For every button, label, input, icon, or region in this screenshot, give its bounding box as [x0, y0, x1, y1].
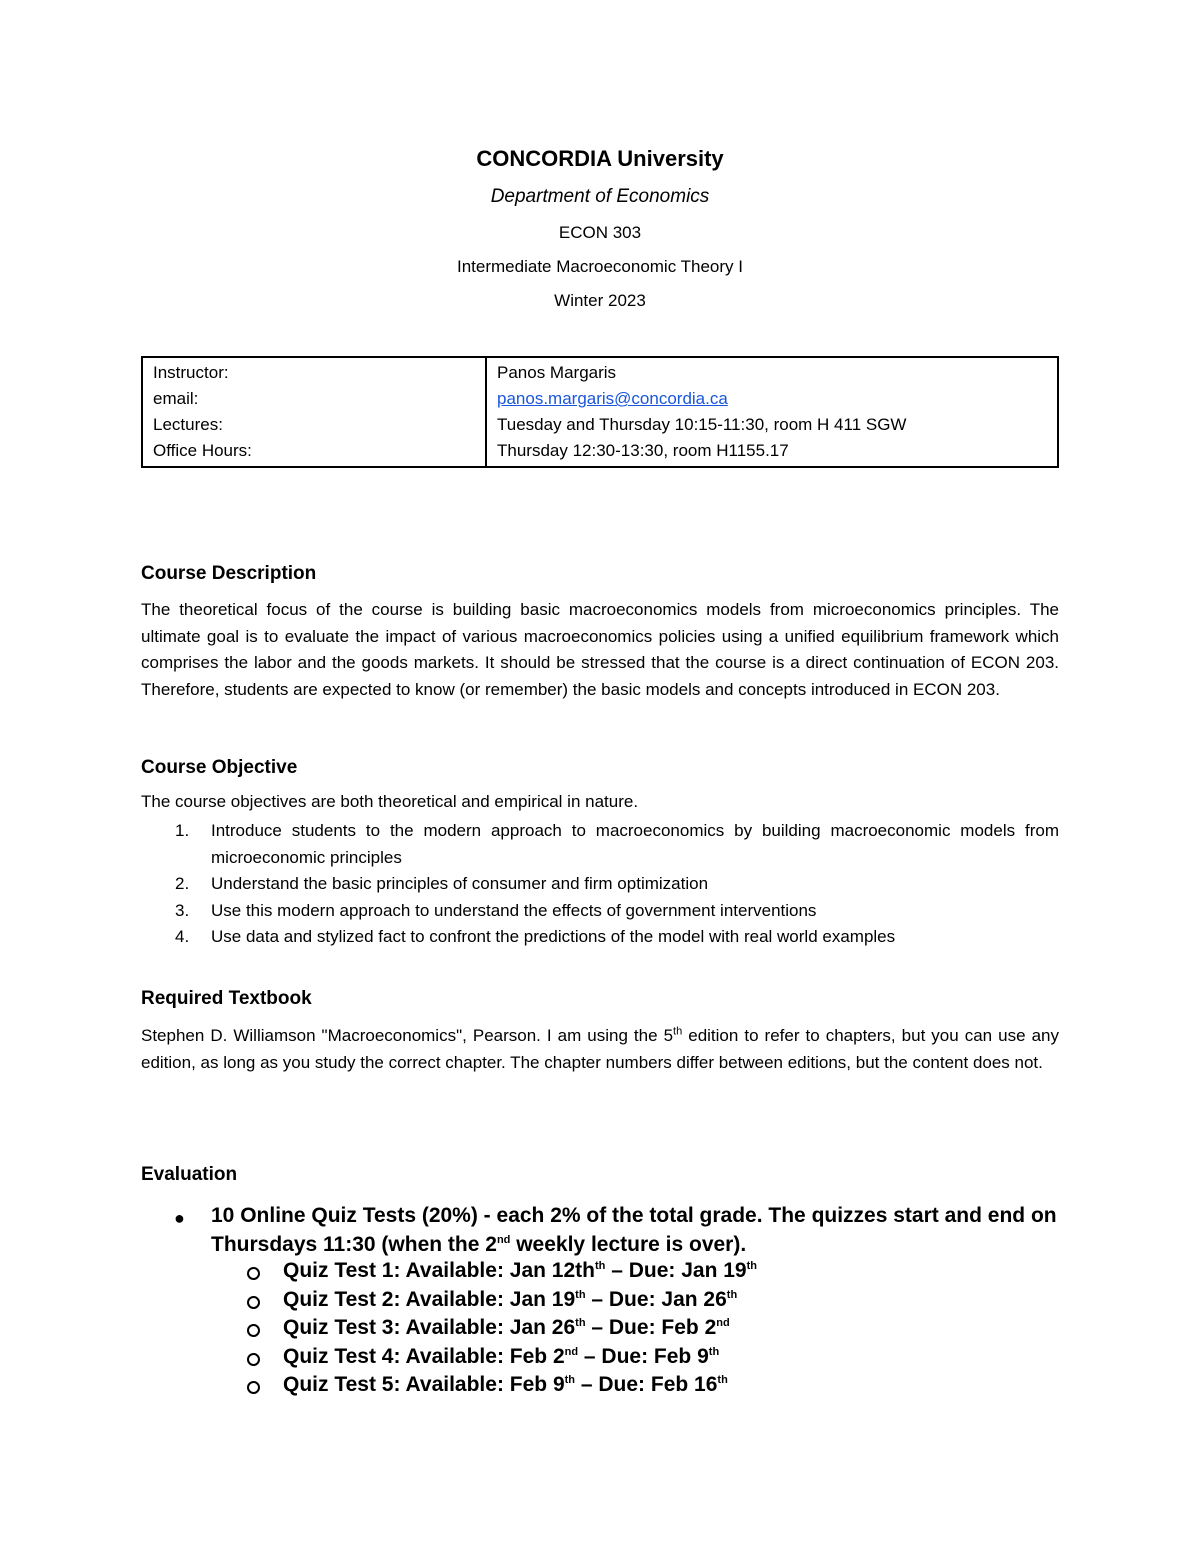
quiz-sup: th [575, 1288, 586, 1301]
item-number: 3. [175, 900, 190, 920]
circle-bullet-icon [247, 1267, 260, 1280]
circle-bullet-icon [247, 1296, 260, 1309]
bullet-icon: ● [174, 1208, 185, 1228]
item-number: 1. [175, 821, 190, 840]
lectures-label-text: Lectures: [153, 415, 223, 434]
quiz-available: Quiz Test 3: Available: Jan 26 [283, 1316, 576, 1339]
item-text: Use data and stylized fact to confront the predictions of the model with real world examples [211, 927, 896, 946]
quiz-due: – Due: Feb 2 [585, 1316, 717, 1339]
course-info-table [141, 356, 1059, 468]
list-item [211, 1257, 757, 1286]
eval-text-part2: weekly lecture is over). [510, 1233, 747, 1256]
list-item [141, 898, 1059, 925]
quiz-available: Quiz Test 5: Available: Feb 9 [283, 1373, 565, 1396]
list-item [211, 1371, 757, 1400]
item-number: 2. [175, 874, 190, 893]
quiz-due: – Due: Jan 26 [585, 1287, 727, 1311]
office-hours-label-text: Office Hours: [153, 441, 252, 460]
list-item [141, 924, 1059, 951]
quiz-due: – Due: Feb 16 [575, 1373, 718, 1396]
quiz-available: Quiz Test 4: Available: Feb 2 [283, 1344, 565, 1368]
course-term: Winter 2023 [554, 291, 646, 310]
item-text: Understand the basic principles of consumer and firm optimization [211, 874, 709, 893]
lectures-value: Tuesday and Thursday 10:15-11:30, room H 411 SGW [497, 415, 907, 434]
evaluation-quiz-summary [211, 1201, 1061, 1259]
instructor-label-text: Instructor: [153, 363, 229, 382]
department-name: Department of Economics [490, 186, 710, 207]
eval-text-part1: 10 Online Quiz Tests (20%) - each 2% of the total grade. The quizzes start and end on Thursdays 11:30 (when the 2 [211, 1204, 1057, 1256]
instructor-label [142, 357, 486, 467]
university-name: CONCORDIA University [476, 146, 724, 171]
quiz-schedule-list [211, 1257, 757, 1400]
course-description-heading: Course Description [141, 563, 317, 584]
instructor-values [486, 357, 1058, 467]
textbook-text-part2: edition to refer to chapters, but you can use any edition, as long as you study the correct chapter. The chapter numbers differ between editions, but the content does not. [141, 1026, 1059, 1072]
quiz-sup: th [746, 1260, 757, 1272]
info-row-instructor [142, 357, 1058, 467]
quiz-sup: th [726, 1288, 738, 1301]
list-item [141, 818, 1059, 871]
list-item [211, 1343, 757, 1372]
course-objective-intro: The course objectives are both theoretical and empirical in nature. [141, 792, 639, 811]
course-description-text: The theoretical focus of the course is building basic macroeconomics models from microeconomics principles. The ultimate goal is to evaluate the impact of various macroeconomics policies using a unified equilibrium framework which comprises the labor and the goods markets. It should be stressed that the course is a direct continuation of ECON 203. Therefore, students are expected to know (or remember) the basic models and concepts introduced in ECON 203. [141, 600, 1059, 699]
objective-list [141, 818, 1059, 951]
course-code: ECON 303 [558, 223, 642, 242]
list-item [211, 1286, 757, 1315]
office-hours-value: Thursday 12:30-13:30, room H1155.17 [497, 441, 789, 460]
quiz-sup: th [594, 1260, 606, 1272]
textbook-sup: th [673, 1025, 683, 1038]
quiz-sup: nd [716, 1317, 730, 1329]
quiz-sup: nd [564, 1345, 579, 1358]
quiz-sup: th [564, 1374, 576, 1386]
email-label-text: email: [153, 389, 199, 408]
quiz-available: Quiz Test 1: Available: Jan 12th [283, 1259, 595, 1282]
quiz-available: Quiz Test 2: Available: Jan 19 [283, 1287, 576, 1311]
circle-bullet-icon [247, 1381, 260, 1394]
textbook-text-part1: Stephen D. Williamson "Macroeconomics", Pearson. I am using the 5 [141, 1026, 674, 1045]
circle-bullet-icon [247, 1353, 260, 1366]
course-title: Intermediate Macroeconomic Theory I [457, 257, 743, 276]
quiz-sup: th [575, 1317, 586, 1329]
item-number: 4. [175, 927, 190, 946]
list-item [141, 871, 1059, 898]
quiz-due: – Due: Feb 9 [578, 1344, 709, 1368]
quiz-sup: th [717, 1374, 728, 1386]
instructor-name: Panos Margaris [497, 363, 617, 382]
circle-bullet-icon [247, 1324, 260, 1337]
quiz-due: – Due: Jan 19 [605, 1259, 747, 1282]
evaluation-heading: Evaluation [141, 1164, 238, 1185]
list-item [211, 1314, 757, 1343]
item-text: Introduce students to the modern approach to macroeconomics by building macroeconomic models from microeconomic principles [211, 821, 1059, 867]
course-objective-heading: Course Objective [141, 757, 298, 778]
eval-sup: nd [496, 1234, 511, 1246]
textbook-heading: Required Textbook [141, 988, 312, 1009]
item-text: Use this modern approach to understand the effects of government interventions [211, 900, 817, 920]
quiz-sup: th [708, 1345, 720, 1358]
textbook-text [141, 1023, 1059, 1076]
email-link[interactable]: panos.margaris@concordia.ca [497, 389, 728, 408]
